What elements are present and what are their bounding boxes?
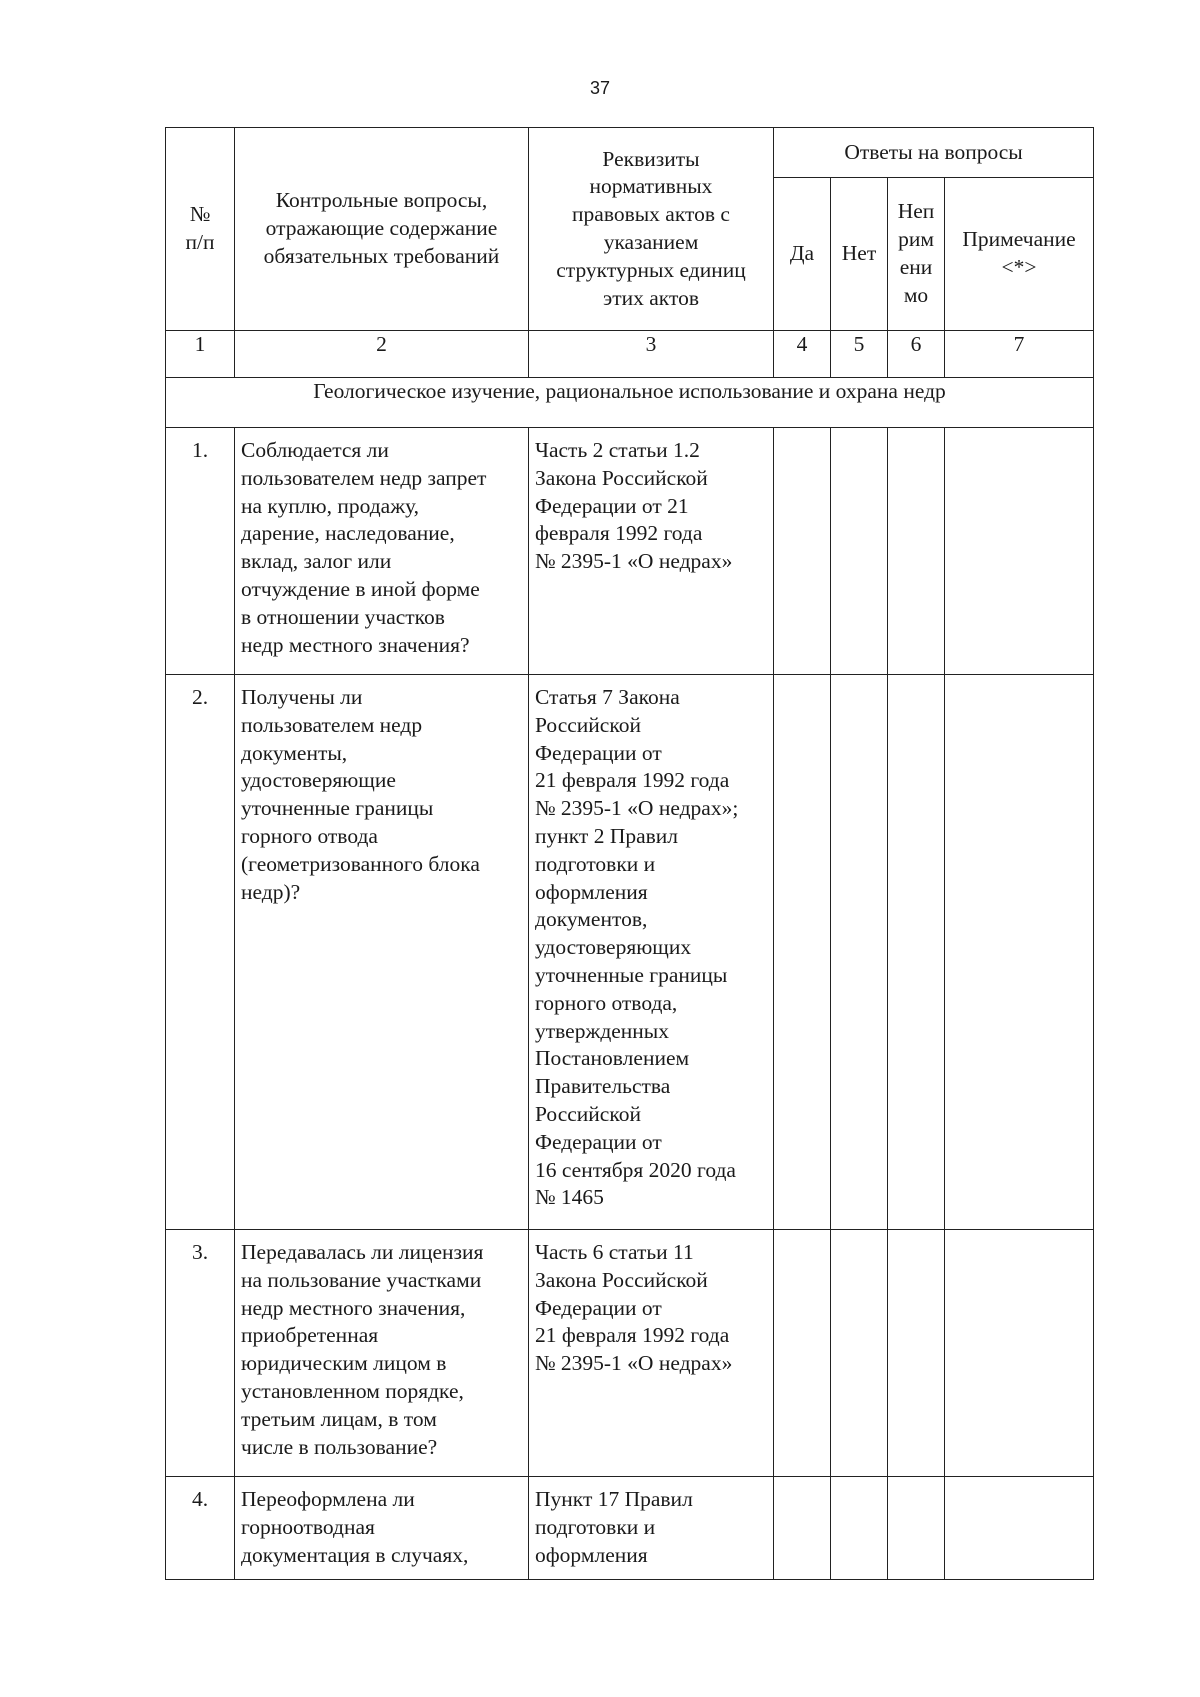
column-number: 7 — [945, 331, 1094, 378]
table-row — [166, 675, 1094, 1230]
requisites-cell: Статья 7 Закона Российской Федерации от 21 февраля 1992 года № 2395-1 «О недрах»; пункт 2 Правил подготовки и оформления документов, удостоверяющих уточненные границы горного отвода, утвержденных Постановлением Правительства Российской Федерации от 16 сентября 2020 года № 1465 — [529, 675, 774, 1230]
table-row — [166, 428, 1094, 675]
header-questions: Контрольные вопросы, отражающие содержание обязательных требований — [235, 128, 529, 331]
column-number: 5 — [831, 331, 888, 378]
answer-yes-cell[interactable] — [774, 428, 831, 675]
question-cell: Соблюдается ли пользователем недр запрет на куплю, продажу, дарение, наследование, вклад, залог или отчуждение в иной форме в отношении участков недр местного значения? — [235, 428, 529, 675]
section-title: Геологическое изучение, рациональное использование и охрана недр — [166, 378, 1094, 428]
note-cell[interactable] — [945, 1477, 1094, 1580]
column-number: 3 — [529, 331, 774, 378]
header-row-top — [166, 128, 1094, 178]
answer-not-applicable-cell[interactable] — [888, 675, 945, 1230]
column-number: 2 — [235, 331, 529, 378]
column-number: 6 — [888, 331, 945, 378]
page-number: 37 — [589, 78, 611, 98]
answer-no-cell[interactable] — [831, 1230, 888, 1477]
requisites-cell: Часть 2 статьи 1.2 Закона Российской Федерации от 21 февраля 1992 года № 2395-1 «О недрах» — [529, 428, 774, 675]
checklist-table — [165, 127, 1094, 1580]
question-cell: Переоформлена ли горноотводная документация в случаях, — [235, 1477, 529, 1580]
header-num: № п/п — [166, 128, 235, 331]
row-number: 2. — [166, 675, 235, 1230]
answer-no-cell[interactable] — [831, 675, 888, 1230]
answer-yes-cell[interactable] — [774, 1230, 831, 1477]
column-number: 1 — [166, 331, 235, 378]
header-yes: Да — [774, 178, 831, 331]
section-row — [166, 378, 1094, 428]
row-number: 4. — [166, 1477, 235, 1580]
answer-yes-cell[interactable] — [774, 675, 831, 1230]
table-row — [166, 1477, 1094, 1580]
requisites-cell: Часть 6 статьи 11 Закона Российской Федерации от 21 февраля 1992 года № 2395-1 «О недрах» — [529, 1230, 774, 1477]
row-number: 1. — [166, 428, 235, 675]
header-note: Примечание <*> — [945, 178, 1094, 331]
answer-not-applicable-cell[interactable] — [888, 1230, 945, 1477]
answer-not-applicable-cell[interactable] — [888, 428, 945, 675]
column-number-row — [166, 331, 1094, 378]
row-number: 3. — [166, 1230, 235, 1477]
answer-yes-cell[interactable] — [774, 1477, 831, 1580]
header-no: Нет — [831, 178, 888, 331]
question-cell: Передавалась ли лицензия на пользование участками недр местного значения, приобретенная юридическим лицом в установленном порядке, третьим лицам, в том числе в пользование? — [235, 1230, 529, 1477]
answer-no-cell[interactable] — [831, 1477, 888, 1580]
note-cell[interactable] — [945, 1230, 1094, 1477]
note-cell[interactable] — [945, 428, 1094, 675]
answer-not-applicable-cell[interactable] — [888, 1477, 945, 1580]
requisites-cell: Пункт 17 Правил подготовки и оформления — [529, 1477, 774, 1580]
header-answers: Ответы на вопросы — [774, 128, 1094, 178]
header-not-applicable: Неп рим ени мо — [888, 178, 945, 331]
column-number: 4 — [774, 331, 831, 378]
header-requisites: Реквизиты нормативных правовых актов с указанием структурных единиц этих актов — [529, 128, 774, 331]
question-cell: Получены ли пользователем недр документы, удостоверяющие уточненные границы горного отвода (геометризованного блока недр)? — [235, 675, 529, 1230]
table-row — [166, 1230, 1094, 1477]
answer-no-cell[interactable] — [831, 428, 888, 675]
note-cell[interactable] — [945, 675, 1094, 1230]
